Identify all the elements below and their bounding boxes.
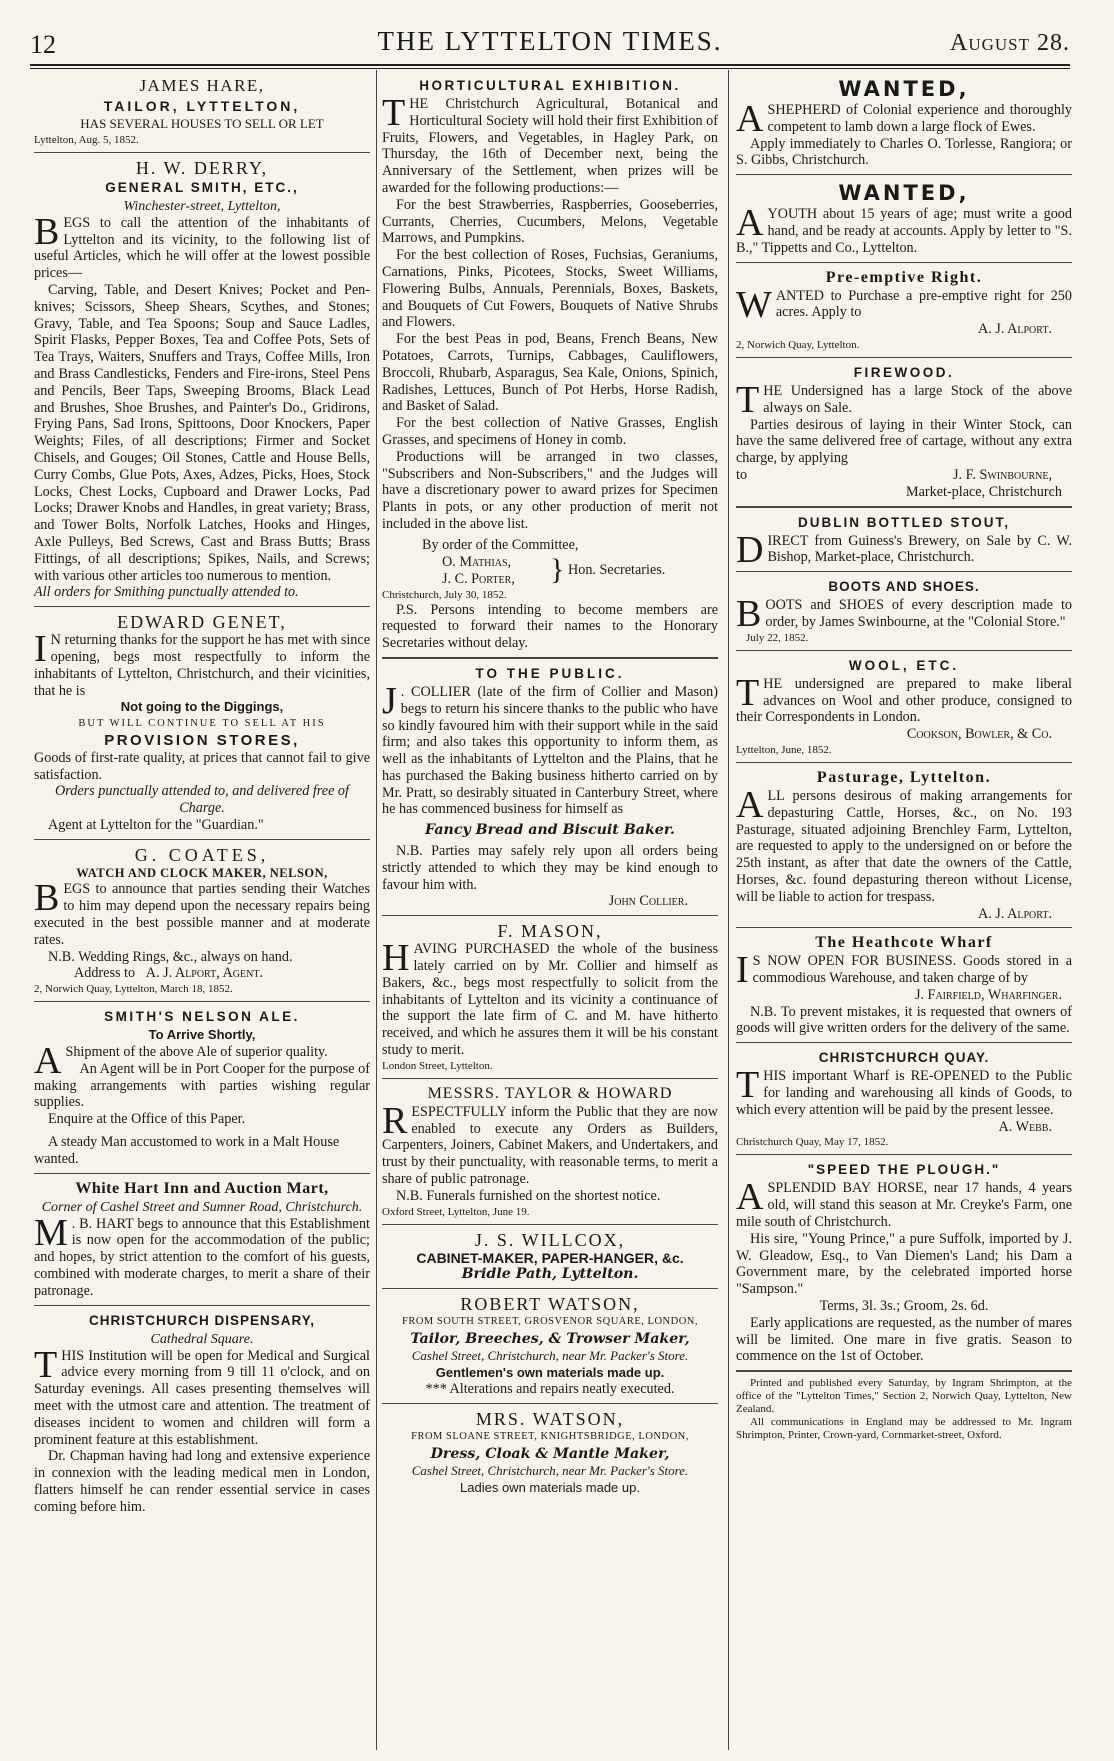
ad-text: HE Christchurch Agricultural, Botanical and Horticultural Society will hold their first Exhibition of Fruits, Flowers, and Vegetables, in Hagley Park, on Thursday, the 16th of December next, being the Anniversary of the Settlement, when prizes will be awarded for the following productions:— [382,96,718,196]
drop-cap: D [736,528,764,571]
ad-text: YOUTH about 15 years of age; must write a good hand, and be ready at accounts. Apply by letter to "S. B.," Tippetts and Co., Lyttelton. [736,206,1072,256]
ad-date: Christchurch Quay, May 17, 1852. [736,1136,889,1149]
ad-wool [736,650,1072,757]
drop-cap: T [382,92,406,134]
ad-trade: TAILOR, LYTTELTON, [103,98,301,114]
ad-heading: ROBERT WATSON, [460,1294,640,1315]
drop-cap: I [736,949,749,992]
drop-cap: A [736,202,764,245]
ad-address: Winchester-street, Lyttelton, [123,198,281,214]
drop-cap: T [34,1343,58,1386]
ad-heading: DUBLIN BOTTLED STOUT, [798,514,1010,530]
ad-signature: A. J. Alport. [977,321,1052,338]
ad-dispensary [34,1305,370,1516]
ad-heading: TO THE PUBLIC. [475,665,625,681]
ad-heading: WANTED, [838,77,970,101]
ad-signature: Cookson, Bowler, & Co. [906,726,1052,743]
ad-line: Gentlemen's own materials made up. [435,1364,665,1380]
drop-cap: I [34,628,47,671]
ad-footer: All orders for Smithing punctually attended to. [34,584,299,601]
ad-text: Shipment of the above Ale of superior quality. [65,1044,328,1061]
ad-signature: John Collier. [608,893,688,910]
ad-taylor-howard [382,1078,718,1219]
secretaries-block [382,554,718,588]
ad-address: Bridle Path, Lyttelton. [461,1266,639,1283]
ad-from: FROM SOUTH STREET, GROSVENOR SQUARE, LONDON, [402,1316,698,1328]
ad-genet [34,606,370,834]
drop-cap: J [382,679,397,722]
ad-wanted-youth [736,174,1072,256]
ad-address: 2, Norwich Quay, Lyttelton. [736,338,860,351]
ad-text: Parties desirous of laying in their Winter Stock, can have the same delivered free of cartage, without any extra charge, by applying [736,416,1072,467]
ad-heading: JAMES HARE, [139,76,265,95]
ad-text: . COLLIER (late of the firm of Collier and Mason) begs to return his sincere thanks to the public who have so kindly favoured him with their support while in the said firm; and also takes this opportunity to inform them, as well as the inhabitants of Lyttelton and the Plains, that he has purchased the Baking business hitherto carried on by Mr. Pratt, so desirably situated in Canterbury Street, where he has commenced business for himself as [382,683,718,818]
drop-cap: A [34,1040,62,1083]
ad-text: . B. HART begs to announce that this Establishment is now open for the accommodation of the public; and hopes, by strict attention to the comfort of his guests, combined with moderate charges, to merit a share of their patronage. [34,1215,370,1299]
ad-trade: WATCH AND CLOCK MAKER, NELSON, [76,865,328,880]
ad-nb: N.B. Parties may safely rely upon all orders being strictly attended to which they may be kind enough to favour him with. [382,843,718,893]
ad-body: Carving, Table, and Desert Knives; Pocket and Pen-knives; Scissors, Sheep Shears, Scythes, and Stones; Gravy, Table, and Tea Spoons; Soup and Sauce Ladles, Spirit Flasks, Pepper Boxes, Tea and Coffee Pots, Sets of Tea Trays, Waiters, Snuffers and Trays, Coffee Mills, Iron and Brass Candlesticks, Fenders and Fire-irons, Steel Pens and Pencils, Beer Taps, Sweeping Brooms, Black Lead and Brushes, Shoe Brushes, and Painter's Do., Gridirons, Frying Pans, Sad Irons, Spittoons, Door Knockers, Paper Weights; Files, of all descriptions; Firmer and Socket Chisels, and Gouges; Oil Stones, Cattle and House Bells, Curry Combs, Glue Pots, Axes, Adzes, Picks, Hoes, Stock Locks, Chest Locks, Cupboard and Drawer Locks, Pad Locks; Drawer Knobs and Handles, in great variety; Brass, and Tower Bolts, Norfolk Latches, Hooks and Hinges, Axle Pulleys, Bed Screws, Cast and Brass Butts; Brass Fittings, of all descriptions; Spikes, Nails, and Screws; with various other articles too numerous to mention. [34,281,370,584]
ad-text: Apply immediately to Charles O. Torlesse, Rangiora; or S. Gibbs, Christchurch. [736,135,1072,169]
ad-date: July 22, 1852. [746,631,809,644]
ad-text: LL persons desirous of making arrangements for depasturing Cattle, Horses, &c., on No. 193 Pasturage, situated adjoining Brenchley Farm, Lyttelton, are requested to apply to the undersigned on or before the 25th instant, as after that date the owners of the Cattle, Horses, &c. found depasturing thereon without License, will be liable to action for trespass. [736,787,1072,905]
ad-exhibition [382,76,718,652]
masthead-rule-thin [30,68,1070,69]
ad-text: ANTED to Purchase a pre-emptive right for 250 acres. Apply to [775,287,1072,321]
ad-mason [382,915,718,1073]
drop-cap: B [34,877,60,920]
ad-nb: N.B. Funerals furnished on the shortest notice. [396,1187,661,1204]
ad-text: Orders punctually attended to, and delivered free of Charge. [55,783,349,817]
ad-boots [736,571,1072,645]
ad-signature: A. J. Alport, Agent. [145,965,263,982]
ad-signature: A. Webb. [998,1118,1052,1135]
ad-line: Ladies own materials made up. [460,1479,640,1495]
ad-signature-address: Market-place, Christchurch [905,483,1062,500]
ad-heading: MRS. WATSON, [475,1409,625,1430]
ad-heading: MESSRS. TAYLOR & HOWARD [427,1084,673,1102]
ad-james-hare [34,76,370,147]
ad-text: HE undersigned are prepared to make liberal advances on Wool and other produce, consigned to their Correspondents in London. [736,675,1072,726]
ad-date: Christchurch, July 30, 1852. [382,588,507,601]
ad-firewood [736,357,1072,501]
ad-text: HIS important Wharf is RE-OPENED to the Public for landing and warehousing all kinds of Goods, to which every attention will be paid by the present lessee. [736,1068,1072,1118]
ad-speed-the-plough [736,1154,1072,1365]
ad-text: Enquire at the Office of this Paper. [48,1111,246,1128]
ad-address-label: Address to [74,965,136,982]
ad-heading: J. S. WILLCOX, [474,1229,626,1250]
ad-intro: EGS to call the attention of the inhabitants of Lyttelton and its vicinity, to the following list of useful Articles, which he will offer at the lowest possible prices— [34,214,370,282]
ad-trade: GENERAL SMITH, ETC., [105,179,299,195]
ad-derry [34,152,370,601]
ad-heading: EDWARD GENET, [117,612,287,633]
ad-heading: "SPEED THE PLOUGH." [807,1162,1001,1178]
ad-heading: CHRISTCHURCH DISPENSARY, [88,1312,316,1328]
drop-cap: T [736,671,760,714]
ad-text: AVING PURCHASED the whole of the business lately carried on by Mr. Collier and himself as Bakers, &c., begs most respectfully to solicit from the inhabitants of Lyttelton and its vicinity a continuance of the support the late firm of C. and M. have hitherto received, and which he assures them it will be his constant study to merit. [382,941,718,1059]
ad-trade: Fancy Bread and Biscuit Baker. [425,822,675,839]
drop-cap: T [736,1064,760,1107]
ad-collier [382,657,718,910]
column-3 [736,76,1072,1442]
imprint-text: All communications in England may be addressed to Mr. Ingram Shrimpton, Printer, Crown-yard, Cornmarket-street, Oxford. [736,1416,1072,1442]
ad-address: Cashel Street, Christchurch, near Mr. Packer's Store. [411,1347,689,1363]
brace: } [550,552,565,586]
ad-sub: Corner of Cashel Street and Sumner Road, Christchurch. [41,1199,363,1215]
drop-cap: W [736,283,772,326]
drop-cap: A [736,98,764,140]
drop-cap: B [736,593,762,636]
ad-address: London Street, Lyttelton. [382,1059,493,1072]
ad-text: EGS to announce that parties sending their Watches to him may depend upon the necessary repairs being executed in the best possible manner and at moderate rates. [34,881,370,948]
ad-heading: Pre-emptive Right. [825,268,983,286]
ad-wanted-shepherd [736,76,1072,169]
ad-heading: White Hart Inn and Auction Mart, [75,1179,329,1197]
ad-line: BUT WILL CONTINUE TO SELL AT HIS [78,718,326,730]
issue-date: August 28. [949,30,1070,56]
ad-text: For the best collection of Roses, Fuchsias, Geraniums, Carnations, Pinks, Picotees, Stocks, Sweet Williams, Flowering Bulbs, Annuals, Perennials, Boxes, Baskets, and Bouquets of Cut Fowers, Bouquets of Native Shrubs and Flowers. [382,247,718,331]
ad-signature: J. Fairfield, Wharfinger. [914,986,1062,1003]
ad-line: Not going to the Diggings, [120,699,284,715]
ad-trade: CABINET-MAKER, PAPER-HANGER, &c. [416,1249,684,1266]
ad-heading: BOOTS AND SHOES. [828,579,980,595]
ad-line: PROVISION STORES, [104,731,300,749]
ad-line: *** Alterations and repairs neatly executed. [425,1381,675,1398]
ad-heading: F. MASON, [497,921,603,942]
ad-date: 2, Norwich Quay, Lyttelton, March 18, 1852. [34,983,233,996]
newspaper-title: THE LYTTELTON TIMES. [377,26,723,56]
drop-cap: T [736,378,760,421]
ad-text: An Agent will be in Port Cooper for the purpose of making arrangements with parties wishing regular supplies. [34,1060,370,1111]
ad-text: Productions will be arranged in two classes, "Subscribers and Non-Subscribers," and the Judges will have a discretionary power to award prizes for Specimen Plants in pots, or any other production of merit not included in the above list. [382,448,718,532]
ad-text: For the best Peas in pod, Beans, French Beans, New Potatoes, Carrots, Turnips, Cabbages, Cauliflowers, Broccoli, Rhubarb, Asparagus, Sea Kale, Onions, Spinich, Radishes, Lettuces, Bunch of Pot Herbs, Horse Radish, and Basket of Salad. [382,331,718,415]
ad-heading: The Heathcote Wharf [815,934,993,952]
drop-cap: M [34,1211,68,1254]
ad-signature: J. C. Porter, [442,570,515,587]
ad-white-hart [34,1173,370,1300]
ad-christchurch-quay [736,1042,1072,1149]
ad-terms: Terms, 3l. 3s.; Groom, 2s. 6d. [819,1298,989,1315]
ad-text: OOTS and SHOES of every description made to order, by James Swinbourne, at the "Colonial Store." [765,597,1072,630]
ad-robert-watson [382,1288,718,1398]
ad-heading: FIREWOOD. [853,364,955,380]
ad-heading: SMITH'S NELSON ALE. [104,1009,300,1025]
drop-cap: A [736,783,764,826]
ad-heading: CHRISTCHURCH QUAY. [818,1050,990,1066]
ad-address: Oxford Street, Lyttelton, June 19. [382,1205,530,1218]
ad-text: IRECT from Guiness's Brewery, on Sale by C. W. Bishop, Market-place, Christchurch. [767,532,1072,566]
ad-stout [736,506,1072,571]
ad-text: Dr. Chapman having had long and extensive experience in connexion with the leading medical men in London, flatters himself he can render essential service in cases coming before him. [34,1448,370,1515]
masthead-rule [30,64,1070,66]
ad-sub: To Arrive Shortly, [148,1027,256,1043]
ad-heading: WANTED, [838,181,970,206]
ad-nb: N.B. Wedding Rings, &c., always on hand. [48,948,293,965]
column-1 [34,76,370,1516]
ad-willcox [382,1224,718,1284]
drop-cap: B [34,210,60,253]
drop-cap: A [736,1176,764,1219]
ad-date: Lyttelton, Aug. 5, 1852. [34,133,139,146]
ad-signature: J. F. Swinbourne, [952,466,1052,483]
ad-text: A steady Man accustomed to work in a Malt House wanted. [34,1134,340,1167]
ad-text: Goods of first-rate quality, at prices that cannot fail to give satisfaction. [34,749,370,783]
ad-to: to [736,466,748,483]
ad-text: HE Undersigned has a large Stock of the above always on Sale. [763,382,1072,416]
masthead [30,22,1070,62]
ad-trade: Tailor, Breeches, & Trowser Maker, [410,1331,690,1348]
ad-heathcote-wharf [736,927,1072,1037]
page-number: 12 [30,30,56,59]
ad-text: ESPECTFULLY inform the Public that they are now enabled to execute any Orders as Builders, Carpenters, Joiners, Cabinet Makers, and Undertakers, and trust by their punctuality, with reasonable terms, to merit a share of public patronage. [382,1103,718,1188]
column-2 [382,76,718,1496]
ad-preemptive [736,262,1072,352]
imprint [736,1370,1072,1442]
ad-text: Early applications are requested, as the number of mares will be limited. One mare in five gratis. Season to commence on the 1st of October. [736,1314,1072,1365]
ad-coates [34,839,370,997]
ad-heading: H. W. DERRY, [135,157,269,178]
ad-nb: N.B. To prevent mistakes, it is requested that owners of goods will give written orders for the delivery of the same. [736,1003,1072,1037]
drop-cap: R [382,1099,408,1142]
ad-date: Lyttelton, June, 1852. [736,743,832,756]
ad-heading: HORTICULTURAL EXHIBITION. [419,78,681,93]
ad-mrs-watson [382,1403,718,1496]
ad-signature: A. J. Alport. [977,905,1052,922]
ad-heading: WOOL, ETC. [848,657,960,673]
imprint-text: Printed and published every Saturday, by Ingram Shrimpton, at the office of the "Lyttelton Times," Section 2, Norwich Quay, Lyttelton, New Zealand. [736,1377,1072,1416]
column-divider-1 [376,70,377,1750]
ad-address: Cashel Street, Christchurch, near Mr. Packer's Store. [411,1462,689,1478]
ad-text: SPLENDID BAY HORSE, near 17 hands, 4 years old, will stand this season at Mr. Creyke's Farm, one mile south of Christchurch. [736,1180,1072,1231]
ad-heading: Pasturage, Lyttelton. [816,768,992,786]
column-divider-2 [728,70,729,1750]
ad-text: N returning thanks for the support he has met with since opening, begs most respectfully to inform the inhabitants of Lyttelton, Christchurch, and their vicinities, that he is [34,632,370,699]
ad-heading: G. COATES, [134,844,270,865]
drop-cap: H [382,937,410,980]
ad-text: Agent at Lyttelton for the "Guardian." [48,816,264,833]
ad-nelson-ale [34,1001,370,1167]
ad-from: FROM SLOANE STREET, KNIGHTSBRIDGE, LONDON, [411,1431,689,1443]
ad-ps: P.S. Persons intending to become members are requested to forward their names to the Honorary Secretaries without delay. [382,601,718,652]
ad-sec-label: Hon. Secretaries. [568,561,666,578]
ad-text: SHEPHERD of Colonial experience and thoroughly competent to lamb down a large flock of Ewes. [767,102,1072,135]
ad-trade: Dress, Cloak & Mantle Maker, [430,1446,670,1462]
ad-text: By order of the Committee, [422,536,579,553]
ad-signature: O. Mathias, [442,553,512,570]
ad-text: For the best Strawberries, Raspberries, Gooseberries, Currants, Cherries, Cucumbers, Melons, Vegetable Marrows, and Pumpkins. [382,196,718,247]
ad-text: HAS SEVERAL HOUSES TO SELL OR LET [80,116,324,131]
ad-pasturage [736,762,1072,922]
ad-text: For the best collection of Native Grasses, English Grasses, and specimens of Honey in comb. [382,415,718,448]
ad-text: S NOW OPEN FOR BUSINESS. Goods stored in a commodious Warehouse, and taken charge of by [752,953,1072,987]
ad-text: His sire, "Young Prince," a pure Suffolk, imported by J. W. Gleadow, Esq., to Van Diemen's Land; his Dam a Government mare, by the celebrated imported horse "Sampson." [736,1230,1072,1298]
ad-sub: Cathedral Square. [150,1331,254,1347]
ad-text: HIS Institution will be open for Medical and Surgical advice every morning from 9 till 11 o'clock, and on Saturday evenings. All cases presenting themselves will meet with the utmost care and attention. The treatment of diseases incident to women and children will form a prominent feature at this establishment. [34,1347,370,1448]
